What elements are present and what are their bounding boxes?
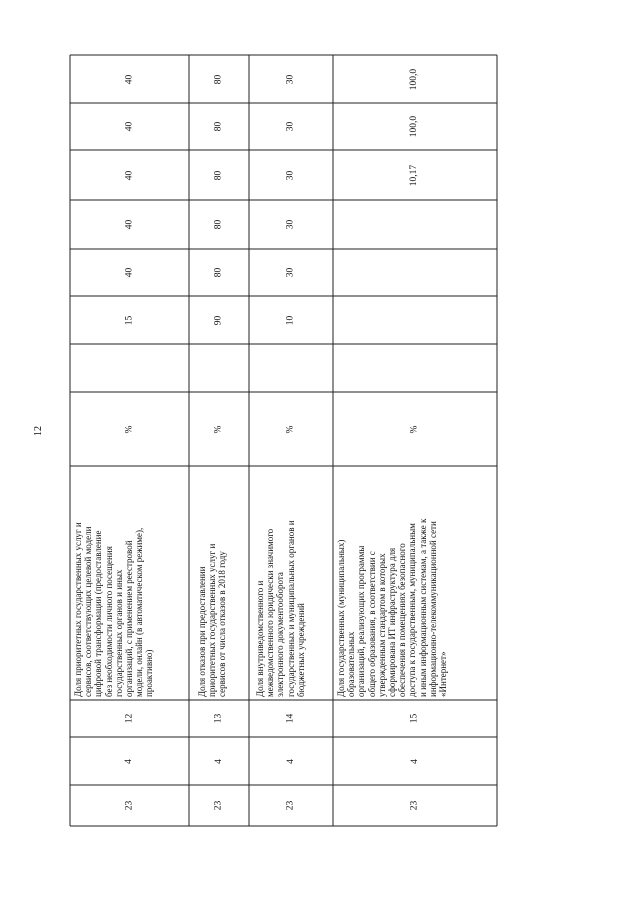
table-cell	[189, 296, 249, 344]
table-cell	[189, 200, 249, 249]
cell-value: 30	[285, 219, 296, 230]
cell-col1: 23	[409, 800, 420, 811]
cell-value: 80	[213, 121, 224, 132]
cell-unit: %	[285, 425, 296, 433]
cell-unit: %	[213, 425, 224, 433]
table-cell	[70, 150, 189, 200]
table-cell	[333, 785, 497, 826]
description-line: сервисов, соответствующих целевой модели	[83, 526, 94, 697]
cell-col2: 4	[124, 758, 134, 764]
description-line: бюджетных учреждений	[295, 603, 306, 697]
description-line: организаций, реализующих программы	[356, 545, 367, 697]
table-cell	[70, 55, 189, 103]
cell-value: 30	[285, 74, 296, 84]
table-cell	[333, 55, 497, 103]
table-cell	[249, 392, 333, 466]
table-cell	[70, 392, 189, 466]
table-cell	[333, 296, 497, 344]
description-line: без необходимости личного посещения	[103, 546, 114, 697]
page-number: 12	[33, 426, 44, 436]
description-line: Доля внутриведомственного и	[255, 580, 265, 697]
description-line: модели, онлайн (в автоматическом режиме),	[134, 527, 145, 697]
description-line: государственных органов и иных	[113, 569, 124, 697]
table-cell	[70, 737, 189, 785]
description-line: утвержденным стандартом в которых	[376, 553, 387, 697]
description-cell	[73, 522, 155, 697]
cell-col3: 12	[124, 713, 134, 724]
description-line: общего образования, в соответствии с	[366, 551, 377, 697]
description-line: проактивно)	[144, 649, 155, 697]
table-cell	[189, 785, 249, 826]
cell-value: 100,0	[409, 68, 420, 90]
cell-value: 30	[285, 267, 296, 278]
table-cell	[249, 200, 333, 249]
table-cell	[189, 249, 249, 296]
description-line: Доля приоритетных государственных услуг и	[73, 522, 83, 697]
cell-value: 30	[285, 170, 296, 180]
description-line: доступа к государственным, муниципальным	[407, 523, 418, 697]
table-cell	[70, 296, 189, 344]
table-cell	[249, 55, 333, 103]
table-cell	[249, 296, 333, 344]
cell-unit: %	[123, 425, 134, 433]
table-cell	[333, 249, 497, 296]
description-line: межведомственного юридически значимого	[265, 528, 276, 697]
cell-col2: 4	[285, 758, 296, 764]
table-cell	[249, 737, 333, 785]
description-line: обеспечения в помещениях безопасного	[397, 543, 408, 697]
cell-col3: 13	[213, 713, 224, 724]
table-cell	[189, 737, 249, 785]
description-cell	[255, 520, 306, 697]
description-line: Доля отказов при предоставлении	[197, 566, 207, 697]
table-cell	[189, 392, 249, 466]
cell-value: 100,0	[409, 115, 420, 138]
cell-value: 80	[213, 219, 224, 230]
table-cell	[189, 344, 249, 392]
description-line: сформирована ИТ инфраструктура для	[387, 547, 398, 697]
description-line: цифровой трансформации (предоставление	[93, 530, 104, 697]
table-cell	[70, 249, 189, 296]
description-cell	[197, 544, 228, 697]
table-cell	[249, 103, 333, 150]
cell-col3: 14	[285, 713, 296, 724]
cell-value: 80	[213, 74, 224, 84]
cell-col1: 23	[124, 800, 134, 811]
table-cell	[333, 150, 497, 200]
cell-value: 15	[124, 315, 134, 325]
description-line: электронного документооборота	[275, 572, 286, 697]
table-cell	[333, 700, 497, 737]
cell-value: 10	[285, 315, 296, 325]
description-line: и иным информационным системам, а также к	[417, 518, 428, 697]
cell-value: 30	[285, 121, 296, 132]
table-cell	[249, 700, 333, 737]
cell-value: 40	[124, 121, 134, 132]
table-cell	[70, 200, 189, 249]
cell-value: 80	[213, 267, 224, 278]
description-line: образовательных	[346, 631, 357, 697]
table-cell	[70, 785, 189, 826]
cell-col3: 15	[409, 713, 420, 724]
cell-value: 40	[124, 267, 134, 278]
cell-col2: 4	[409, 758, 420, 764]
cell-value: 40	[124, 74, 134, 84]
table-cell	[189, 700, 249, 737]
table-cell	[70, 103, 189, 150]
description-line: «Интернет»	[438, 651, 449, 697]
table-cell	[249, 785, 333, 826]
cell-unit: %	[409, 425, 420, 433]
table-cell	[70, 700, 189, 737]
table-cell	[333, 344, 497, 392]
table-cell	[189, 150, 249, 200]
cell-col1: 23	[285, 800, 296, 811]
cell-value: 80	[213, 170, 224, 180]
description-line: Доля государственных (муниципальных)	[336, 539, 346, 697]
table-cell	[189, 55, 249, 103]
table-cell	[333, 200, 497, 249]
table-cell	[249, 249, 333, 296]
cell-col1: 23	[213, 800, 224, 811]
description-line: организаций, с применением реестровой	[124, 540, 135, 697]
cell-value: 10,17	[409, 164, 420, 186]
description-line: приоритетных государственных услуг и	[207, 543, 218, 697]
table-cell	[249, 150, 333, 200]
table-cell	[70, 344, 189, 392]
table-cell	[333, 392, 497, 466]
cell-value: 40	[124, 170, 134, 180]
cell-value: 90	[213, 315, 224, 325]
description-line: сервисов от числа отказов в 2018 году	[217, 551, 228, 697]
description-line: государственных и муниципальных органов и	[285, 520, 296, 697]
description-line: информационно-телекоммуникационной сети	[427, 521, 438, 697]
description-cell	[336, 519, 448, 697]
table-cell	[249, 344, 333, 392]
table-cell	[333, 737, 497, 785]
table-cell	[189, 103, 249, 150]
table-cell	[333, 103, 497, 150]
cell-value: 40	[124, 219, 134, 230]
cell-col2: 4	[213, 758, 224, 764]
